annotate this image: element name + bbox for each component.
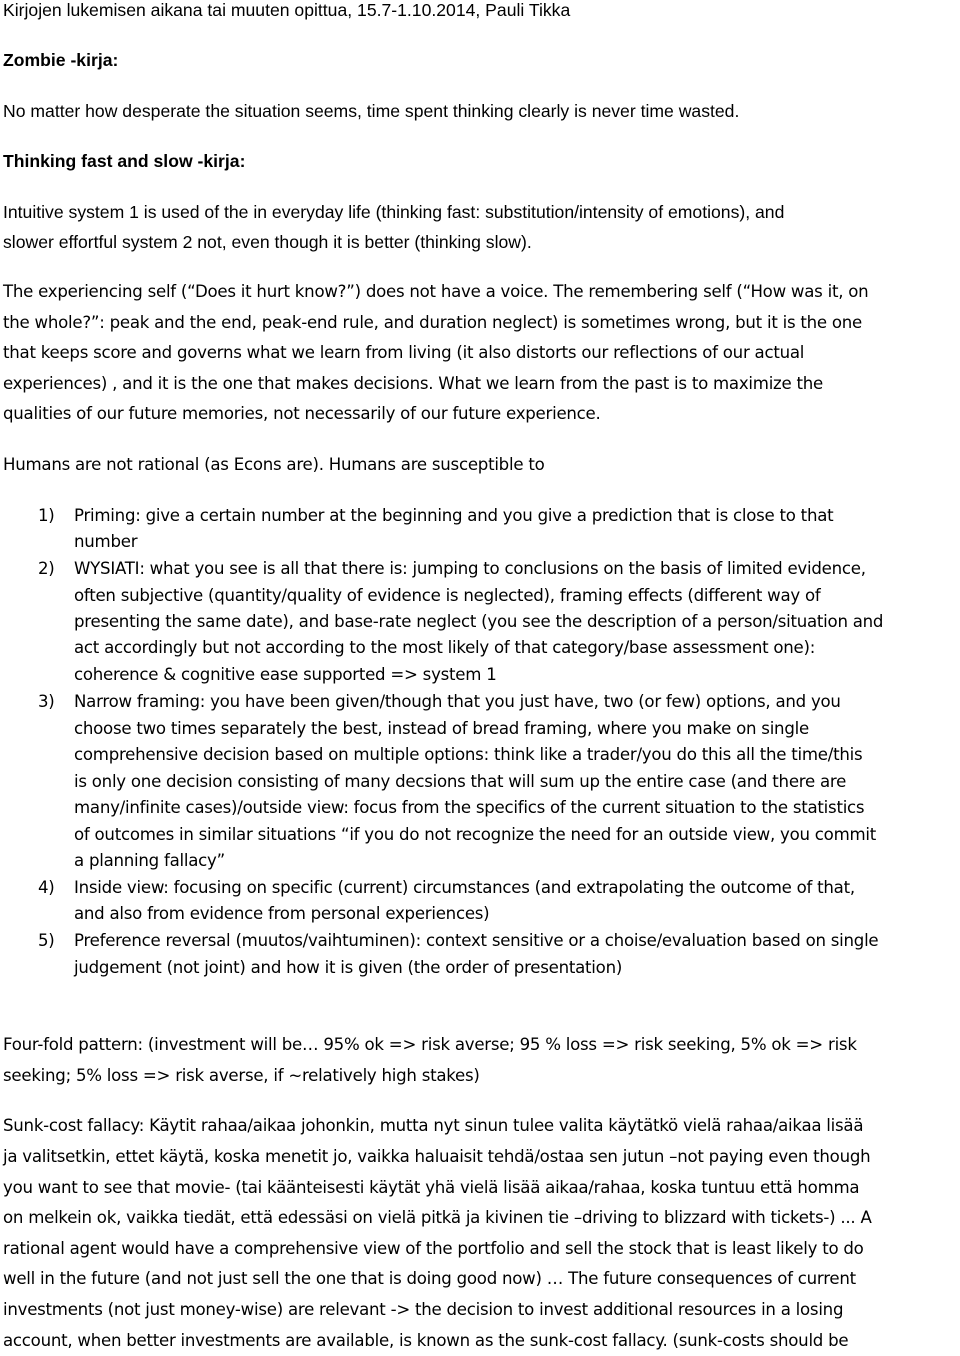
list-item-line: Priming: give a certain number at the beginning and you give a prediction that is close to that <box>74 506 834 525</box>
fourfold-paragraph-line: Four-fold pattern: (investment will be… 95% ok => risk averse; 95 % loss => risk seeking, 5% ok => risk <box>3 1035 857 1054</box>
thinking-intro-line: Intuitive system 1 is used of the in everyday life (thinking fast: substitution/intensity of emotions), and <box>3 202 785 222</box>
selves-paragraph-line: qualities of our future memories, not necessarily of our future experience. <box>3 404 601 423</box>
list-item-line: many/infinite cases)/outside view: focus from the specifics of the current situation to the statistics <box>74 798 865 817</box>
sunkcost-paragraph-line: Sunk-cost fallacy: Käytit rahaa/aikaa johonkin, mutta nyt sinun tulee valita käytätkö vielä rahaa/aikaa lisää <box>3 1116 864 1135</box>
zombie-section-title: Zombie -kirja: <box>3 50 119 70</box>
sunkcost-paragraph-line: well in the future (and not just sell the one that is doing good now) … The future consequences of current <box>3 1269 856 1288</box>
sunkcost-paragraph-line: ja valitsetkin, ettet käytä, koska menetit jo, vaikka haluaisit tehdä/ostaa sen jutun –not paying even though <box>3 1147 871 1166</box>
sunkcost-paragraph-line: investments (not just money-wise) are relevant -> the decision to invest additional resources in a losing <box>3 1300 844 1319</box>
sunkcost-paragraph-line: rational agent would have a comprehensive view of the portfolio and sell the stock that is least likely to do <box>3 1239 864 1258</box>
selves-paragraph-line: that keeps score and governs what we learn from living (it also distorts our reflections of our actual <box>3 343 805 362</box>
list-item-line: a planning fallacy” <box>74 851 225 870</box>
selves-paragraph-line: experiences) , and it is the one that makes decisions. What we learn from the past is to maximize the <box>3 374 823 393</box>
sunkcost-paragraph-line: you want to see that movie- (tai käänteisesti käytät yhä vielä lisää aikaa/rahaa, koska tuntuu että homma <box>3 1178 860 1197</box>
list-item-line: Inside view: focusing on specific (current) circumstances (and extrapolating the outcome of that, <box>74 878 855 897</box>
selves-paragraph-line: The experiencing self (“Does it hurt know?”) does not have a voice. The remembering self (“How was it, on <box>3 282 869 301</box>
list-item-line: coherence & cognitive ease supported => system 1 <box>74 665 497 684</box>
list-item-line: judgement (not joint) and how it is given (the order of presentation) <box>74 958 623 977</box>
list-item-line: WYSIATI: what you see is all that there is: jumping to conclusions on the basis of limited evidence, <box>74 559 866 578</box>
thinking-intro-line: slower effortful system 2 not, even though it is better (thinking slow). <box>3 232 532 252</box>
list-item-line: Preference reversal (muutos/vaihtuminen): context sensitive or a choise/evaluation based on single <box>74 931 879 950</box>
selves-paragraph-line: the whole?”: peak and the end, peak-end rule, and duration neglect) is sometimes wrong, but it is the one <box>3 313 863 332</box>
fourfold-paragraph-line: seeking; 5% loss => risk averse, if ~relatively high stakes) <box>3 1066 480 1085</box>
list-item-line: is only one decision consisting of many decsions that will sum up the entire case (and there are <box>74 772 847 791</box>
list-item-number: 4) <box>38 878 55 897</box>
list-item-line: presenting the same date), and base-rate neglect (you see the description of a person/situation and <box>74 612 884 631</box>
list-item-line: comprehensive decision based on multiple options: think like a trader/you do this all the time/this <box>74 745 863 764</box>
humans-statement: Humans are not rational (as Econs are). Humans are susceptible to <box>3 455 545 474</box>
list-item-line: and also from evidence from personal experiences) <box>74 904 490 923</box>
list-item-line: act accordingly but not according to the most likely of that category/base assessment one): <box>74 638 816 657</box>
list-item-number: 2) <box>38 559 55 578</box>
document-header: Kirjojen lukemisen aikana tai muuten opittua, 15.7-1.10.2014, Pauli Tikka <box>3 0 571 20</box>
sunkcost-paragraph-line: on melkein ok, vaikka tiedät, että edessäsi on vielä pitkä ja kivinen tie –driving to blizzard with tickets-) ... A <box>3 1208 872 1227</box>
list-item-line: choose two times separately the best, instead of bread framing, where you make on single <box>74 719 809 738</box>
zombie-quote: No matter how desperate the situation seems, time spent thinking clearly is never time wasted. <box>3 101 740 121</box>
list-item-line: of outcomes in similar situations “if you do not recognize the need for an outside view, you commit <box>74 825 877 844</box>
list-item-line: Narrow framing: you have been given/though that you just have, two (or few) options, and you <box>74 692 841 711</box>
list-item-number: 5) <box>38 931 55 950</box>
list-item-number: 3) <box>38 692 55 711</box>
list-item-number: 1) <box>38 506 55 525</box>
list-item-line: often subjective (quantity/quality of evidence is neglected), framing effects (different way of <box>74 586 821 605</box>
list-item-line: number <box>74 532 138 551</box>
thinking-section-title: Thinking fast and slow -kirja: <box>3 151 246 171</box>
sunkcost-paragraph-line: account, when better investments are available, is known as the sunk-cost fallacy. (sunk-costs should be <box>3 1331 849 1350</box>
